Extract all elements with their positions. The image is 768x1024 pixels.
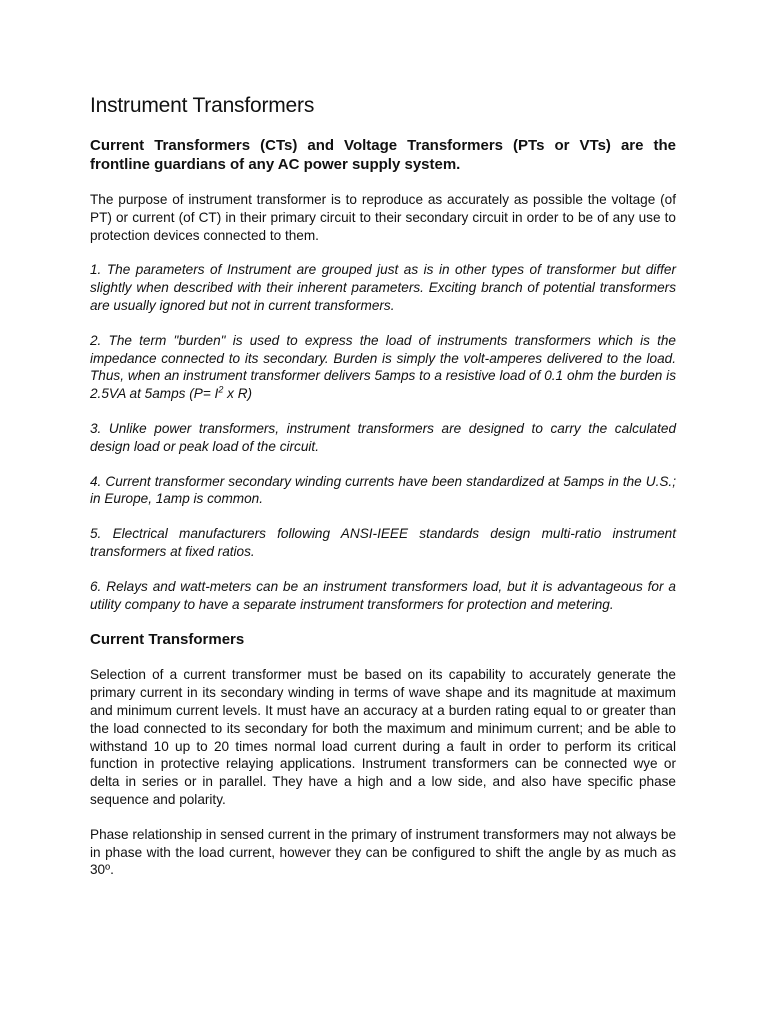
point-paragraph: 3. Unlike power transformers, instrument transformers are designed to carry the calculated design load or peak load of the circuit. (90, 420, 676, 454)
page-title: Instrument Transformers (90, 94, 315, 117)
point-paragraph: 4. Current transformer secondary winding currents have been standardized at 5amps in the U.S.; in Europe, 1amp is common. (90, 473, 676, 507)
point-text: 2. The term "burden" is used to express the load of instruments transformers which is the impedance connected to its secondary. Burden is simply the volt-amperes delivered to the load. Thus, when an instrument transformer delivers 5amps to a resistive load of 0.1 ohm the burden is 2.5VA at 5amps (P= I (90, 332, 676, 402)
section-heading: Current Transformers (90, 631, 245, 649)
superscript: 2 (218, 384, 224, 395)
intro-paragraph: The purpose of instrument transformer is to reproduce as accurately as possible the voltage (of PT) or current (of CT) in their primary circuit to their secondary circuit in order to be of any use to protection devices connected to them. (90, 192, 676, 243)
point-paragraph: 6. Relays and watt-meters can be an instrument transformers load, but it is advantageous for a utility company to have a separate instrument transformers for protection and metering. (90, 578, 676, 612)
point-paragraph: 1. The parameters of Instrument are grouped just as is in other types of transformer but differ slightly when described with their inherent parameters. Exciting branch of potential transformers are usually ignored but not in current transformers. (90, 262, 676, 313)
point-text-tail: x R) (223, 386, 253, 402)
point-paragraph-burden (90, 332, 676, 403)
document-page (90, 92, 676, 896)
point-paragraph: 5. Electrical manufacturers following ANSI-IEEE standards design multi-ratio instrument transformers at fixed ratios. (90, 526, 676, 559)
section-paragraph: Phase relationship in sensed current in the primary of instrument transformers may not always be in phase with the load current, however they can be configured to shift the angle by as much as 30º. (90, 826, 676, 878)
lead-statement: Current Transformers (CTs) and Voltage Transformers (PTs or VTs) are the frontline guardians of any AC power supply system. (90, 137, 676, 173)
section-paragraph: Selection of a current transformer must be based on its capability to accurately generate the primary current in its secondary winding in terms of wave shape and its magnitude at maximum and minimum current levels. It must have an accuracy at a burden rating equal to or greater than the load connected to its secondary for both the maximum and minimum current; and be able to withstand 10 up to 20 times normal load current during a fault in order to perform its critical function in protective relaying applications. Instrument transformers can be connected wye or delta in series or in parallel. They have a high and a low side, and also have specific phase sequence and polarity. (90, 667, 676, 807)
